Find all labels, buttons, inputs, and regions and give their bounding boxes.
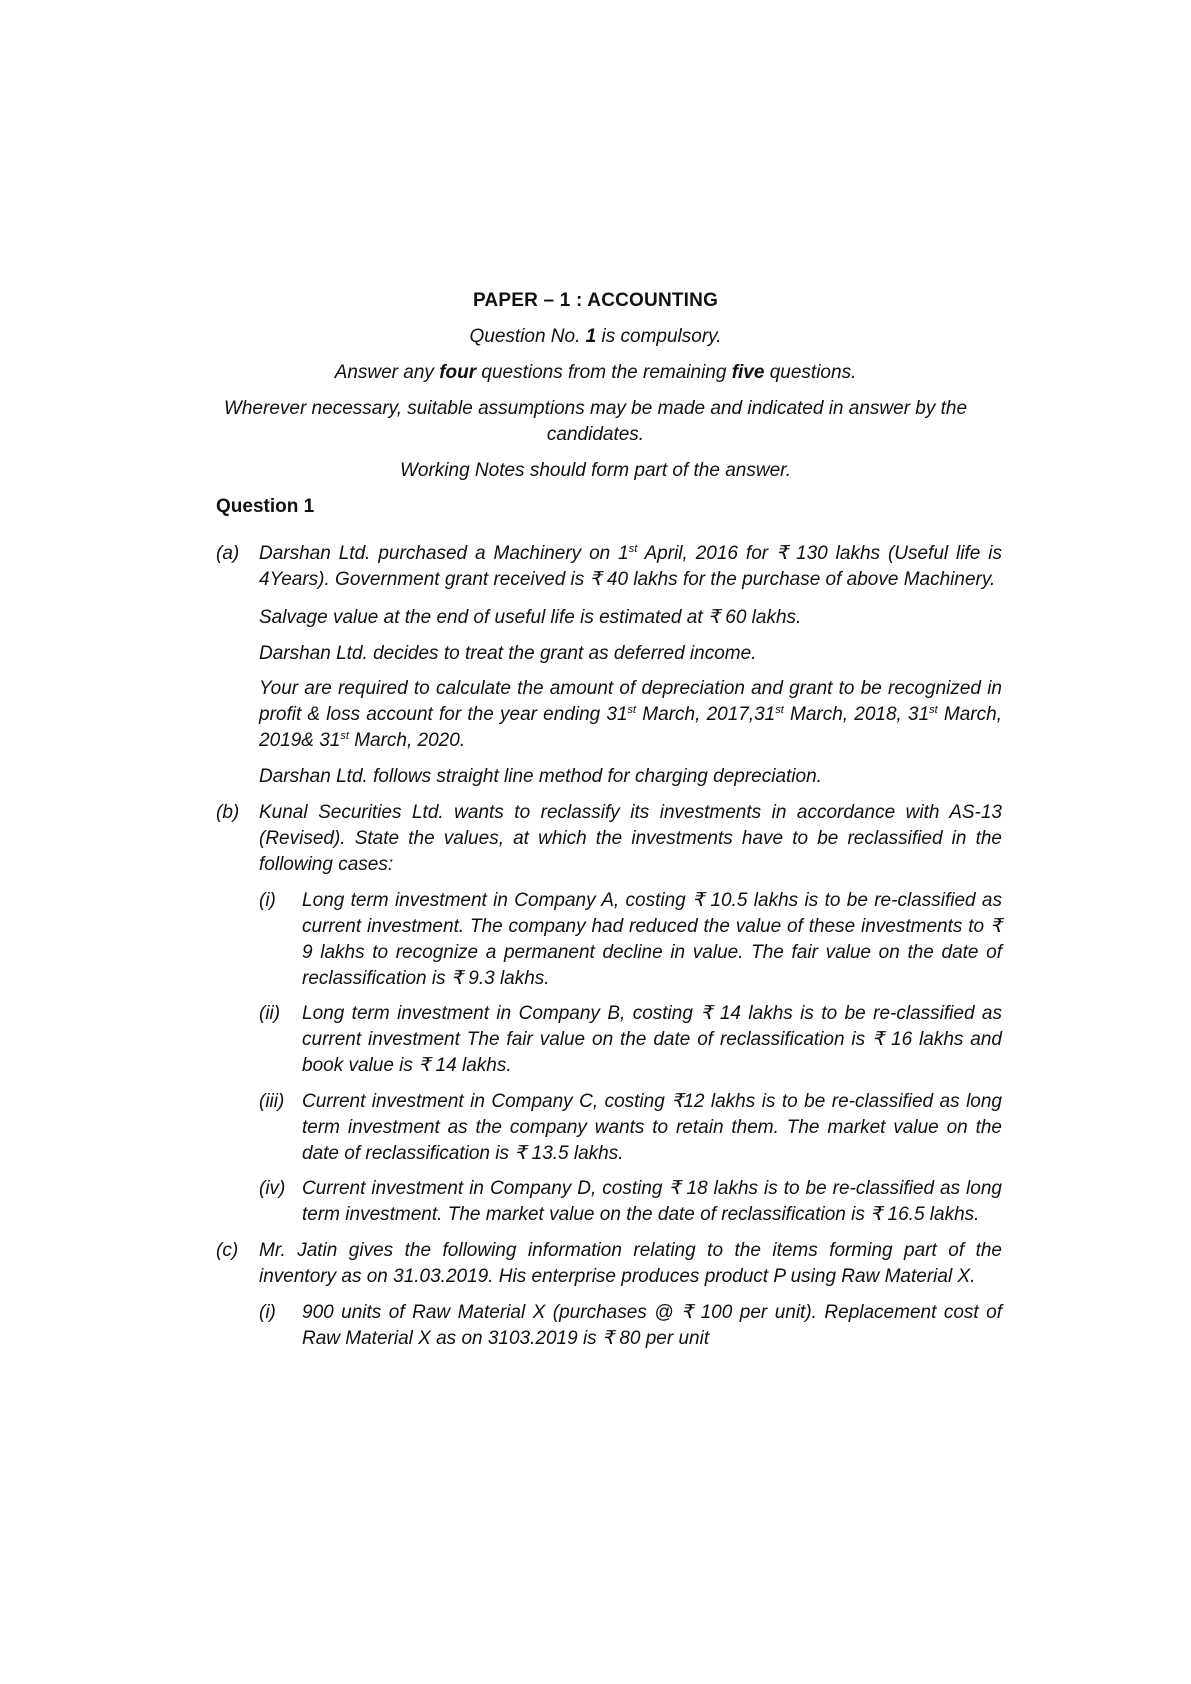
- item-label-a: (a): [216, 543, 240, 564]
- item-c-intro: Mr. Jatin gives the following information relating to the items forming part of the inventory as on 31.03.2019. His enterprise produces product P using Raw Material X.: [259, 1240, 1002, 1287]
- subitem-c-i: 900 units of Raw Material X (purchases @ ₹ 100 per unit). Replacement cost of Raw Material X as on 3103.2019 is ₹ 80 per unit: [302, 1302, 1002, 1349]
- item-a-paragraph-3: Darshan Ltd. decides to treat the grant as deferred income.: [259, 643, 757, 664]
- rupee-symbol: ₹: [514, 1143, 527, 1164]
- item-a-paragraph-2: Salvage value at the end of useful life is estimated at ₹ 60 lakhs.: [259, 607, 802, 628]
- subitem-label-b-iii: (iii): [259, 1091, 285, 1112]
- subitem-b-iv: Current investment in Company D, costing ₹ 18 lakhs is to be re-classified as long term investment. The market value on the date of reclassification is ₹ 16.5 lakhs.: [302, 1178, 1002, 1225]
- instruction-working-notes: Working Notes should form part of the answer.: [399, 460, 792, 481]
- item-a-paragraph-4: Your are required to calculate the amount of depreciation and grant to be recognized in profit & loss account for the year ending 31st March, 2017,31st March, 2018, 31st March, 2019& 31st March, 2020.: [259, 678, 1002, 751]
- rupee-symbol: ₹: [700, 1003, 713, 1024]
- rupee-symbol: ₹: [870, 1204, 883, 1225]
- item-a-paragraph-5: Darshan Ltd. follows straight line method for charging depreciation.: [259, 766, 822, 787]
- rupee-symbol: ₹: [418, 1055, 431, 1076]
- subitem-label-b-i: (i): [259, 890, 276, 911]
- item-label-b: (b): [216, 802, 240, 823]
- subitem-b-ii: Long term investment in Company B, costing ₹ 14 lakhs is to be re-classified as current investment The fair value on the date of reclassification is ₹ 16 lakhs and book value is ₹ 14 lakhs.: [302, 1003, 1002, 1076]
- rupee-symbol: ₹: [681, 1302, 694, 1323]
- rupee-symbol: ₹: [450, 968, 463, 989]
- instruction-assumptions: Wherever necessary, suitable assumptions may be made and indicated in answer by the candidates.: [223, 398, 968, 445]
- subitem-label-b-iv: (iv): [259, 1178, 286, 1199]
- rupee-symbol: ₹: [989, 916, 1002, 937]
- rupee-symbol: ₹: [692, 890, 705, 911]
- subitem-b-iii: Current investment in Company C, costing ₹12 lakhs is to be re-classified as long term investment as the company wants to retain them. The market value on the date of reclassification is ₹ 13.5 lakhs.: [302, 1091, 1002, 1164]
- rupee-symbol: ₹: [671, 1091, 684, 1112]
- rupee-symbol: ₹: [668, 1178, 681, 1199]
- item-a-paragraph-1: Darshan Ltd. purchased a Machinery on 1st April, 2016 for ₹ 130 lakhs (Useful life is 4Years). Government grant received is ₹ 40 lakhs for the purchase of above Machinery.: [259, 543, 1002, 590]
- question-heading: Question 1: [216, 496, 315, 517]
- subitem-label-c-i: (i): [259, 1302, 276, 1323]
- paper-title: PAPER – 1 : ACCOUNTING: [472, 290, 719, 311]
- subitem-b-i: Long term investment in Company A, costing ₹ 10.5 lakhs is to be re-classified as current investment. The company had reduced the value of these investments to ₹ 9 lakhs to recognize a permanent decline in value. The fair value on the date of reclassification is ₹ 9.3 lakhs.: [302, 890, 1002, 989]
- rupee-symbol: ₹: [707, 607, 720, 628]
- rupee-symbol: ₹: [872, 1029, 885, 1050]
- rupee-symbol: ₹: [601, 1328, 615, 1349]
- subitem-label-b-ii: (ii): [259, 1003, 281, 1024]
- instruction-answer-any: Answer any four questions from the remaining five questions.: [334, 362, 857, 383]
- item-label-c: (c): [216, 1240, 239, 1261]
- rupee-symbol: ₹: [776, 543, 789, 564]
- rupee-symbol: ₹: [589, 569, 602, 590]
- instruction-compulsory: Question No. 1 is compulsory.: [469, 326, 722, 347]
- item-b-intro: Kunal Securities Ltd. wants to reclassify its investments in accordance with AS-13 (Revised). State the values, at which the investments have to be reclassified in the following cases:: [259, 802, 1002, 875]
